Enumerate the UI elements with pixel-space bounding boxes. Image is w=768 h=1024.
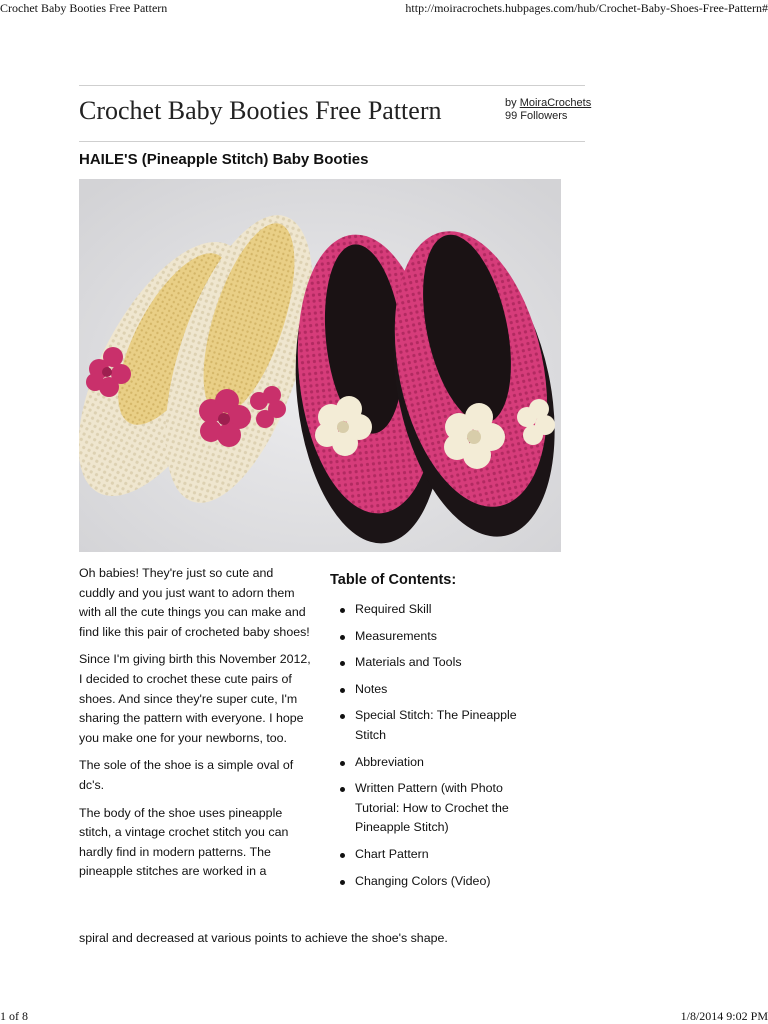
page-number: 1 of 8: [0, 1009, 28, 1023]
article-subtitle: HAILE'S (Pineapple Stitch) Baby Booties: [79, 151, 369, 168]
paragraph: The body of the shoe uses pineapple stitch, a vintage crochet stitch you can hardly find in modern patterns. The pineapple stitches are worked in a: [79, 805, 289, 879]
paragraph: The sole of the shoe is a simple oval of dc's.: [79, 758, 294, 792]
toc-heading: Table of Contents:: [330, 572, 457, 588]
divider-bottom: [79, 141, 585, 142]
toc-item-abbreviation[interactable]: Abbreviation: [337, 753, 537, 773]
baby-booties-photo: [79, 179, 561, 552]
by-prefix: by: [505, 97, 517, 109]
divider-top: [79, 85, 585, 86]
author-link[interactable]: MoiraCrochets: [519, 97, 592, 109]
print-header-title: Crochet Baby Booties Free Pattern: [0, 1, 168, 15]
toc-item-changing-colors[interactable]: Changing Colors (Video): [337, 872, 537, 892]
page-title: Crochet Baby Booties Free Pattern: [79, 96, 442, 125]
toc-item-notes[interactable]: Notes: [337, 680, 537, 700]
toc-item-chart-pattern[interactable]: Chart Pattern: [337, 845, 537, 865]
article-body: [79, 564, 311, 890]
paragraph: Oh babies! They're just so cute and cuddly and you just want to adorn them with all the cute things you can make and find like this pair of crocheted baby shoes!: [79, 566, 310, 639]
toc-item-required-skill[interactable]: Required Skill: [337, 600, 537, 620]
print-timestamp: 1/8/2014 9:02 PM: [680, 1009, 768, 1023]
toc-item-special-stitch[interactable]: Special Stitch: The Pineapple Stitch: [337, 706, 537, 745]
print-header-url: http://moiracrochets.hubpages.com/hub/Crochet-Baby-Shoes-Free-Pattern#: [405, 1, 768, 15]
paragraph-continuation: spiral and decreased at various points to achieve the shoe's shape.: [79, 931, 448, 945]
followers-count: 99 Followers: [505, 110, 568, 122]
paragraph: Since I'm giving birth this November 2012, I decided to crochet these cute pairs of shoes. And since they're super cute, I'm sharing the pattern with everyone. I hope you make one for your newborns, too.: [79, 652, 311, 745]
table-of-contents: [337, 600, 537, 898]
toc-item-measurements[interactable]: Measurements: [337, 627, 537, 647]
author-byline: [505, 97, 591, 123]
toc-item-materials[interactable]: Materials and Tools: [337, 653, 537, 673]
toc-item-written-pattern[interactable]: Written Pattern (with Photo Tutorial: How to Crochet the Pineapple Stitch): [337, 779, 537, 838]
